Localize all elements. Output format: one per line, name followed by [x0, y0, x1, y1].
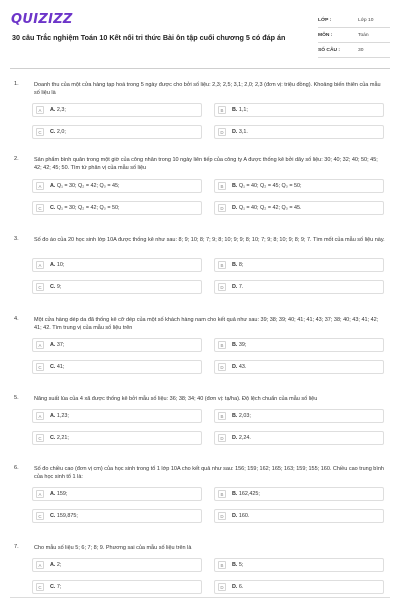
answer-option-d[interactable]	[214, 509, 384, 523]
option-value: 37;	[56, 342, 65, 348]
meta-label: MÔN :	[318, 32, 333, 38]
answer-option-c[interactable]	[32, 201, 202, 215]
option-letter-badge: D	[218, 583, 226, 591]
worksheet-header	[0, 0, 400, 62]
meta-value: 30	[358, 47, 364, 53]
answer-option-d[interactable]	[214, 431, 384, 445]
option-value: 41;	[56, 364, 65, 370]
option-letter-badge: B	[218, 561, 226, 569]
option-key: A.	[50, 183, 56, 189]
option-text	[50, 435, 69, 441]
option-text	[50, 129, 66, 135]
option-letter-badge: B	[218, 341, 226, 349]
option-letter-badge: C	[36, 204, 44, 212]
option-value: 1,23;	[56, 413, 69, 419]
option-letter-badge: C	[36, 363, 44, 371]
option-letter-badge: B	[218, 490, 226, 498]
meta-label: SỐ CÂU :	[318, 47, 341, 53]
option-text	[232, 364, 246, 370]
option-value: 2;	[56, 562, 62, 568]
question-text: Cho mẫu số liệu 5; 6; 7; 8; 9. Phương sai của mẫu số liệu trên là	[34, 545, 192, 551]
option-text	[50, 183, 120, 189]
option-value: Q₁ = 40; Q₂ = 42; Q₃ = 45.	[238, 205, 302, 211]
option-letter-badge: A	[36, 182, 44, 190]
option-text	[50, 513, 78, 519]
option-letter-badge: D	[218, 363, 226, 371]
option-value: 160.	[238, 513, 250, 519]
answer-option-c[interactable]	[32, 509, 202, 523]
meta-value: Toán	[358, 32, 369, 38]
option-letter-badge: A	[36, 490, 44, 498]
option-text	[232, 513, 249, 519]
option-letter-badge: B	[218, 412, 226, 420]
option-key: C.	[50, 584, 56, 590]
option-key: C.	[50, 364, 56, 370]
page-title: 30 câu Trắc nghiệm Toán 10 Kết nối tri thức Bài ôn tập cuối chương 5 có đáp án	[12, 33, 286, 42]
option-key: B.	[232, 107, 238, 113]
answer-option-c[interactable]	[32, 280, 202, 294]
option-text	[232, 284, 243, 290]
answer-option-b[interactable]	[214, 558, 384, 572]
option-text	[50, 491, 67, 497]
option-letter-badge: A	[36, 561, 44, 569]
option-value: 2,03;	[238, 413, 251, 419]
option-key: C.	[50, 284, 56, 290]
question-number: 2.	[14, 156, 19, 162]
option-text	[50, 284, 61, 290]
question-number: 1.	[14, 81, 19, 87]
option-key: B.	[232, 491, 238, 497]
option-text	[232, 413, 251, 419]
answer-option-d[interactable]	[214, 125, 384, 139]
question-number: 7.	[14, 544, 19, 550]
answer-option-c[interactable]	[32, 580, 202, 594]
option-key: A.	[50, 413, 56, 419]
question-number: 4.	[14, 316, 19, 322]
option-key: C.	[50, 435, 56, 441]
option-text	[232, 491, 260, 497]
option-value: 8;	[238, 262, 244, 268]
option-text	[232, 262, 243, 268]
option-text	[232, 584, 243, 590]
option-letter-badge: D	[218, 128, 226, 136]
option-text	[232, 205, 302, 211]
answer-option-c[interactable]	[32, 125, 202, 139]
option-value: 2,0;	[56, 129, 66, 135]
answer-option-b[interactable]	[214, 338, 384, 352]
answer-option-a[interactable]	[32, 409, 202, 423]
option-key: D.	[232, 284, 238, 290]
option-letter-badge: A	[36, 261, 44, 269]
answer-option-a[interactable]	[32, 558, 202, 572]
option-key: D.	[232, 513, 238, 519]
option-letter-badge: B	[218, 182, 226, 190]
option-letter-badge: B	[218, 106, 226, 114]
option-letter-badge: A	[36, 412, 44, 420]
option-value: 2,21;	[56, 435, 69, 441]
question-text: Một cửa hàng dép da đã thống kê cỡ dép của một số khách hàng nam cho kết quả như sau: 39; 38; 39; 40; 41; 41; 43; 37; 38; 40; 43; 41; 42; 41; 42. Tìm trung vị của mẫu số liệu trên	[34, 317, 379, 331]
option-value: 9;	[56, 284, 62, 290]
option-text	[232, 562, 243, 568]
option-text	[50, 413, 69, 419]
option-letter-badge: A	[36, 106, 44, 114]
worksheet-meta	[318, 13, 390, 58]
option-key: A.	[50, 562, 56, 568]
option-text	[50, 205, 120, 211]
option-text	[232, 183, 302, 189]
option-value: Q₁ = 30; Q₂ = 42; Q₃ = 50;	[56, 205, 120, 211]
option-letter-badge: C	[36, 128, 44, 136]
answer-option-b[interactable]	[214, 179, 384, 193]
option-value: 7.	[238, 284, 244, 290]
question-number: 5.	[14, 395, 19, 401]
answer-option-d[interactable]	[214, 580, 384, 594]
option-key: A.	[50, 342, 56, 348]
answer-option-d[interactable]	[214, 280, 384, 294]
option-text	[50, 107, 66, 113]
option-key: C.	[50, 129, 56, 135]
option-letter-badge: D	[218, 512, 226, 520]
option-value: 2,3;	[56, 107, 66, 113]
answer-option-a[interactable]	[32, 338, 202, 352]
answer-option-b[interactable]	[214, 409, 384, 423]
option-letter-badge: B	[218, 261, 226, 269]
answer-option-a[interactable]	[32, 258, 202, 272]
option-letter-badge: D	[218, 434, 226, 442]
option-value: 7;	[56, 584, 62, 590]
option-text	[232, 107, 248, 113]
option-letter-badge: D	[218, 204, 226, 212]
answer-option-c[interactable]	[32, 360, 202, 374]
option-key: B.	[232, 342, 238, 348]
answer-option-d[interactable]	[214, 360, 384, 374]
option-letter-badge: D	[218, 283, 226, 291]
option-value: 2,24.	[238, 435, 251, 441]
meta-value: Lớp 10	[358, 17, 374, 23]
option-key: D.	[232, 129, 238, 135]
option-text	[50, 342, 64, 348]
question-number: 6.	[14, 465, 19, 471]
option-text	[232, 435, 251, 441]
option-value: Q₁ = 40; Q₂ = 45; Q₃ = 50;	[238, 183, 302, 189]
option-text	[50, 364, 64, 370]
option-value: 159;	[56, 491, 68, 497]
option-text	[232, 342, 246, 348]
option-value: Q₁ = 30; Q₂ = 42; Q₃ = 45;	[56, 183, 120, 189]
question-text: Sản phẩm bình quân trong một giờ của công nhân trong 10 ngày liên tiếp của công ty A được thống kê bởi dãy số liệu: 30; 40; 32; 40; 50; 45; 42; 42; 45; 50. Tìm tứ phân vị của mẫu số liệu	[34, 157, 378, 171]
option-key: B.	[232, 183, 238, 189]
meta-label: LỚP :	[318, 17, 332, 23]
option-key: C.	[50, 205, 56, 211]
option-value: 159,875;	[56, 513, 78, 519]
question-text: Doanh thu của một cửa hàng tạp hoá trong 5 ngày được cho bởi số liệu: 2,3; 2,5; 3,1; 2,0; 2,3 (đơn vị: triệu đồng). Khoảng biến thiên của mẫu số liệu là	[34, 82, 381, 96]
answer-option-c[interactable]	[32, 431, 202, 445]
answer-option-b[interactable]	[214, 103, 384, 117]
answer-option-a[interactable]	[32, 179, 202, 193]
meta-row-class	[318, 13, 390, 28]
question-text: Số đo chiều cao (đơn vị cm) của học sinh trong tổ 1 lớp 10A cho kết quả như sau: 156; 159; 162; 165; 163; 159; 155; 160. Chiều cao trung bình của học sinh tổ 1 là:	[34, 466, 384, 480]
header-divider	[10, 68, 390, 69]
option-letter-badge: C	[36, 512, 44, 520]
answer-option-a[interactable]	[32, 103, 202, 117]
quizizz-logo: QUIZIZZ	[11, 12, 73, 27]
option-key: A.	[50, 491, 56, 497]
option-text	[50, 584, 61, 590]
meta-row-subject	[318, 28, 390, 43]
answer-option-b[interactable]	[214, 487, 384, 501]
answer-option-b[interactable]	[214, 258, 384, 272]
option-key: D.	[232, 205, 238, 211]
option-value: 6.	[238, 584, 244, 590]
option-value: 43.	[238, 364, 247, 370]
question-number: 3.	[14, 236, 19, 242]
question-text: Năng suất lúa của 4 xã được thống kê bởi mẫu số liệu: 36; 38; 34; 40 (đơn vị: tạ/ha). Độ lệch chuẩn của mẫu số liệu	[34, 396, 318, 402]
option-key: A.	[50, 262, 56, 268]
option-key: B.	[232, 262, 238, 268]
option-value: 5;	[238, 562, 244, 568]
option-text	[232, 129, 248, 135]
option-key: A.	[50, 107, 56, 113]
meta-row-count	[318, 43, 390, 58]
option-key: B.	[232, 562, 238, 568]
question-text: Số đo áo của 20 học sinh lớp 10A được thống kê như sau: 8; 9; 10; 8; 7; 9; 8; 10; 9; 9; 8; 10; 7; 9; 8; 10; 9; 8; 9; 7. Tìm mốt của mẫu số liệu này.	[34, 237, 385, 243]
option-key: D.	[232, 584, 238, 590]
option-key: D.	[232, 364, 238, 370]
option-value: 10;	[56, 262, 65, 268]
option-key: D.	[232, 435, 238, 441]
footer-divider	[10, 597, 390, 598]
option-letter-badge: A	[36, 341, 44, 349]
option-value: 3,1.	[238, 129, 248, 135]
answer-option-d[interactable]	[214, 201, 384, 215]
option-text	[50, 562, 61, 568]
option-value: 162,425;	[238, 491, 260, 497]
option-text	[50, 262, 64, 268]
option-value: 1,1;	[238, 107, 248, 113]
option-value: 39;	[238, 342, 247, 348]
option-letter-badge: C	[36, 434, 44, 442]
option-key: B.	[232, 413, 238, 419]
option-letter-badge: C	[36, 583, 44, 591]
option-key: C.	[50, 513, 56, 519]
answer-option-a[interactable]	[32, 487, 202, 501]
option-letter-badge: C	[36, 283, 44, 291]
